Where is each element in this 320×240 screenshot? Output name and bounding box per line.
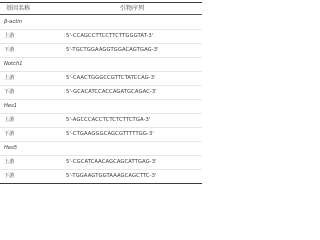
primer-direction: 下游 [4,131,15,137]
primer-direction: 上游 [4,33,15,39]
primer-direction: 上游 [4,75,15,81]
gene-name: Notch1 [4,61,23,67]
table-bottom-rule [0,183,202,184]
primer-row [0,113,202,127]
primer-row [0,127,202,141]
header-gene-name: 基因名称 [6,5,31,12]
primer-sequence: 5'-TGCTGGAAGGTGGACAGTGAG-3' [66,47,159,53]
primer-row [0,29,202,43]
primer-direction: 下游 [4,173,15,179]
primer-row [0,71,202,85]
primer-sequence: 5'-GCACATCCACCAGATGCAGAC-3' [66,89,157,95]
primer-row [0,85,202,99]
primer-direction: 上游 [4,117,15,123]
gene-row [0,15,202,29]
gene-name: Hes1 [4,103,18,109]
primer-sequence: 5'-CCAGCCTTCCTTCTTGGGTAT-3' [66,33,154,39]
primer-sequence: 5'-TGGAAGTGGTAAAGCAGCTTC-3' [66,173,157,179]
primer-row [0,155,202,169]
gene-row [0,141,202,155]
header-primer-sequence: 引物序列 [120,5,145,12]
gene-row [0,57,202,71]
gene-row [0,99,202,113]
primer-direction: 下游 [4,47,15,53]
gene-name: Hes5 [4,145,18,151]
gene-name: β-actin [4,19,22,25]
primer-row [0,169,202,183]
primer-sequence: 5'-CGCATCAACAGCAGCATTGAG-3' [66,159,157,165]
primer-direction: 下游 [4,89,15,95]
primer-sequence: 5'-CTGAAGGGCAGCGTTTTTGG-3' [66,131,154,137]
primer-table [0,0,202,186]
primer-sequence: 5'-CAACTGGGCCGTTCTATCCAG-3' [66,75,156,81]
primer-direction: 上游 [4,159,15,165]
primer-sequence: 5'-AGCCCACCTCTCTCTTCTGA-3' [66,117,151,123]
table-header-row [0,3,202,14]
primer-row [0,43,202,57]
